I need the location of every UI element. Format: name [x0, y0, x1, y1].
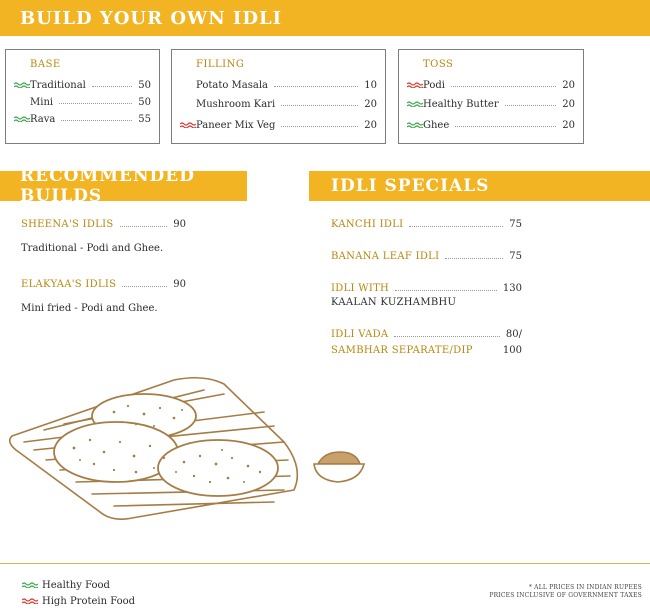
item-price: 50: [138, 79, 151, 91]
item-price: 75: [509, 251, 522, 262]
item-name: BANANA LEAF IDLI: [331, 251, 440, 262]
item-name: IDLI VADA: [331, 329, 389, 340]
legend-healthy: [22, 578, 110, 592]
item-price: 10: [364, 79, 377, 91]
leader-dots: [395, 285, 497, 291]
item-price-line2: 100: [502, 345, 522, 356]
menu-item[interactable]: [180, 118, 377, 132]
special-item[interactable]: [331, 251, 522, 262]
leader-dots: [394, 331, 499, 337]
menu-item[interactable]: [14, 95, 151, 109]
tax-note: PRICES INCLUSIVE OF GOVERNMENT TAXES: [489, 592, 642, 599]
leader-dots: [59, 98, 132, 104]
item-name: Traditional: [30, 79, 86, 91]
healthy-icon: [14, 82, 30, 88]
special-item-line2: [331, 345, 522, 356]
healthy-icon: [407, 122, 423, 128]
toss-title: TOSS: [423, 59, 454, 70]
item-name: Mushroom Kari: [196, 98, 276, 110]
item-description: Mini fried - Podi and Ghee.: [21, 303, 158, 314]
special-item[interactable]: [331, 283, 522, 294]
special-item[interactable]: [331, 329, 522, 340]
item-name: Paneer Mix Veg: [196, 119, 276, 131]
menu-item[interactable]: [14, 78, 151, 92]
recommended-item[interactable]: [21, 279, 186, 290]
recommended-title: RECOMMENDED BUILDS: [0, 171, 247, 201]
menu-item[interactable]: [180, 78, 377, 92]
leader-dots: [505, 100, 557, 106]
healthy-icon: [407, 101, 423, 107]
item-name: Potato Masala: [196, 79, 268, 91]
item-price: 75: [509, 219, 522, 230]
legend-label: High Protein Food: [42, 595, 136, 607]
item-price: 90: [173, 279, 186, 290]
filling-title: FILLING: [196, 59, 245, 70]
footer-divider: [0, 563, 650, 564]
item-name: Podi: [423, 79, 445, 91]
item-price: 20: [562, 79, 575, 91]
price-note: * ALL PRICES IN INDIAN RUPEES: [528, 584, 642, 591]
item-name: SHEENA'S IDLIS: [21, 219, 114, 230]
protein-icon: [22, 598, 38, 604]
item-price: 90: [173, 219, 186, 230]
idli-illustration: [4, 372, 374, 522]
item-price: 80/: [505, 329, 522, 340]
leader-dots: [445, 253, 503, 259]
item-price: 50: [138, 96, 151, 108]
leader-dots: [281, 100, 358, 106]
item-price: 130: [502, 283, 522, 294]
legend-label: Healthy Food: [42, 579, 110, 591]
item-description: Traditional - Podi and Ghee.: [21, 243, 164, 254]
item-name: ELAKYAA'S IDLIS: [21, 279, 117, 290]
menu-item[interactable]: [407, 97, 575, 111]
blank-mark: [180, 82, 196, 88]
menu-item[interactable]: [407, 118, 575, 132]
item-name-line2: KAALAN KUZHAMBHU: [331, 297, 457, 308]
item-name: KANCHI IDLI: [331, 219, 404, 230]
filling-box: [171, 49, 386, 144]
base-title: BASE: [30, 59, 61, 70]
protein-icon: [407, 82, 423, 88]
toss-box: [398, 49, 584, 144]
page-title: BUILD YOUR OWN IDLI: [0, 0, 650, 36]
item-price: 20: [364, 98, 377, 110]
blank-mark: [180, 101, 196, 107]
item-price: 20: [562, 119, 575, 131]
item-name: IDLI WITH: [331, 283, 390, 294]
item-name: Ghee: [423, 119, 450, 131]
specials-title: IDLI SPECIALS: [309, 171, 650, 201]
leader-dots: [122, 281, 167, 287]
base-box: [5, 49, 160, 144]
menu-item[interactable]: [407, 78, 575, 92]
item-name: Healthy Butter: [423, 98, 499, 110]
item-name: Mini: [30, 96, 54, 108]
leader-dots: [274, 81, 358, 87]
blank-mark: [14, 99, 30, 105]
legend-protein: [22, 594, 135, 608]
healthy-icon: [14, 116, 30, 122]
protein-icon: [180, 122, 196, 128]
leader-dots: [455, 121, 556, 127]
item-name-line2: SAMBHAR SEPARATE/DIP: [331, 345, 473, 356]
menu-item[interactable]: [14, 112, 151, 126]
special-item[interactable]: [331, 219, 522, 230]
leader-dots: [281, 121, 358, 127]
leader-dots: [120, 221, 168, 227]
item-price: 20: [562, 98, 575, 110]
leader-dots: [451, 81, 556, 87]
item-price: 55: [138, 113, 151, 125]
leader-dots: [61, 115, 132, 121]
leader-dots: [92, 81, 132, 87]
leader-dots: [409, 221, 503, 227]
item-price: 20: [364, 119, 377, 131]
item-name: Rava: [30, 113, 56, 125]
menu-item[interactable]: [180, 97, 377, 111]
recommended-item[interactable]: [21, 219, 186, 230]
healthy-icon: [22, 582, 38, 588]
